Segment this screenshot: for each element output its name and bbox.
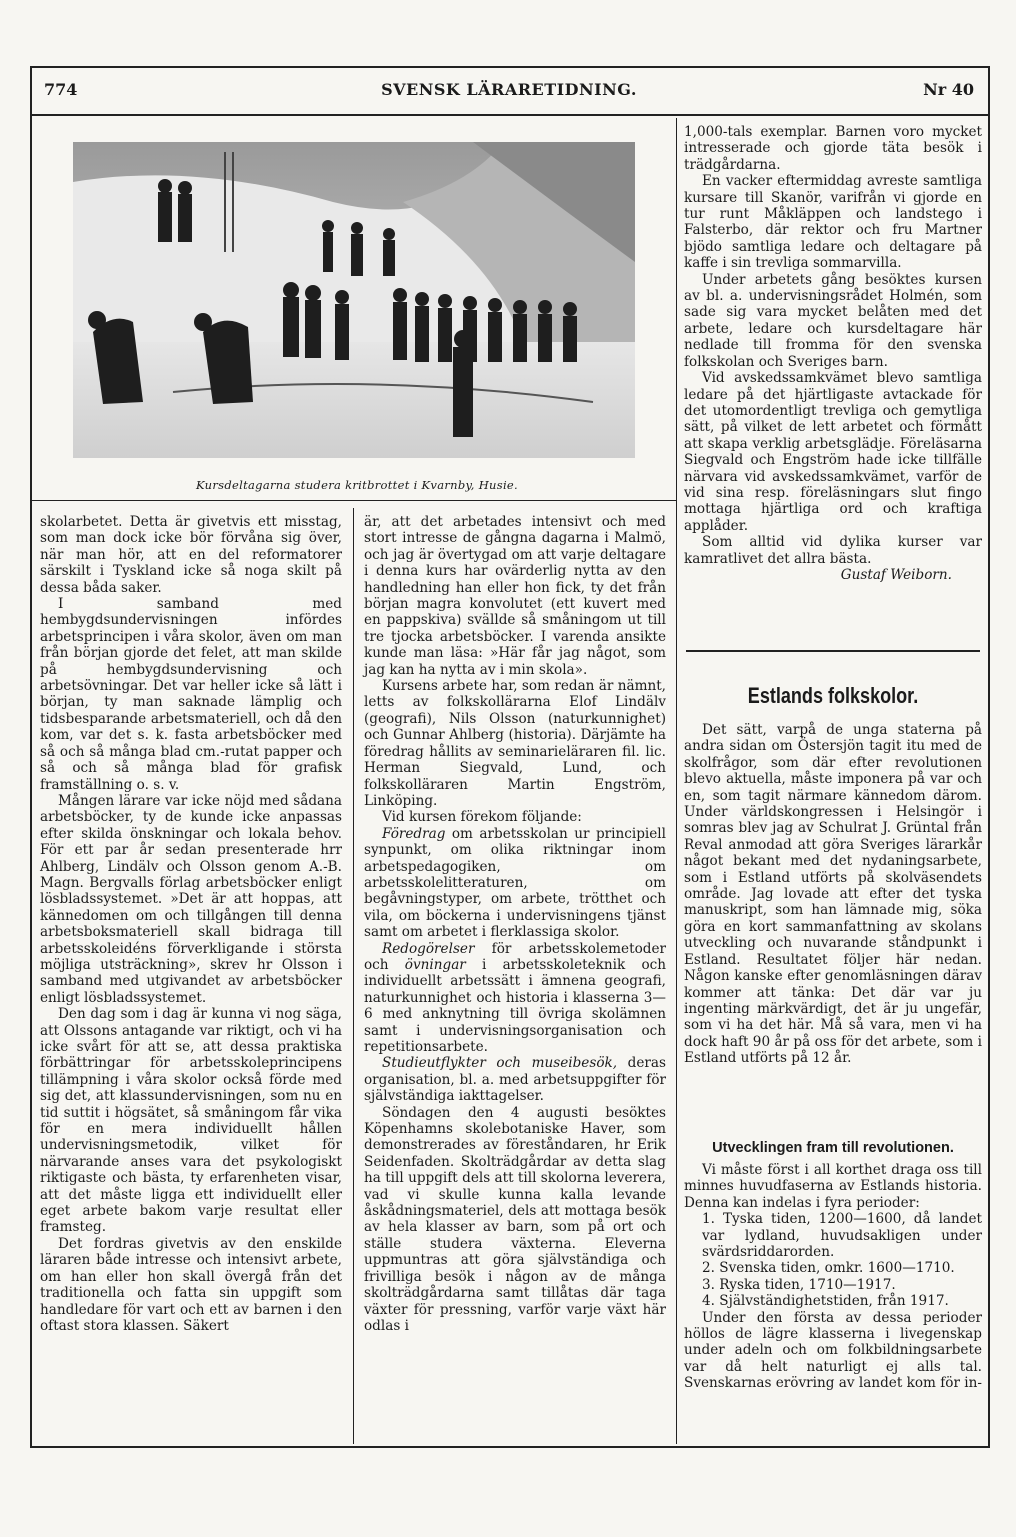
right-paragraph: En vacker eftermiddag avreste samtliga kursare till Skanör, varifrån vi gjorde en tur runt Måkläppen och landstego i Falsterbo, där rektor och fru Martner bjödo samtliga ledare och deltagare på kaffe i sin trevliga sommarvilla.: [684, 173, 982, 272]
right-column-article: [684, 722, 982, 1067]
middle-paragraph: Söndagen den 4 augusti besöktes Köpenhamns skolebotaniske Haver, som demonstrerades av föreståndaren, hr Erik Seidenfaden. Skolträdgårdar av detta slag ha till uppgift dels att till skolorna leverera, vad vi skulle kunna kalla levande åskådningsmateriel, dels att mottaga besök av hela klasser av barn, som på ort och ställe studera växterna. Eleverna uppmuntras att göra självständiga och frivilliga besök i någon av de många skolträdgårdarna samt tillåtas där taga växter för pressning, varför varje växt här odlas i: [364, 1104, 666, 1334]
middle-paragraph: är, att det arbetades intensivt och med stort intresse de gångna dagarna i Malmö, och jag är övertygad om att varje deltagare i denna kurs har ovärderlig nytta av den handledning han eller hon fick, ty det från början magra konvolutet (ett kuvert med en pappskiva) svällde så småningom ut till tre tjocka arbetsböcker. I varenda ansikte kunde man läsa: »Här får jag något, som jag kan ha nytta av i min skola».: [364, 514, 666, 678]
photo-caption: Kursdeltagarna studera kritbrottet i Kvarnby, Husie.: [196, 478, 518, 492]
period-item: 4. Självständighetstiden, från 1917.: [702, 1293, 949, 1310]
period-item: 1. Tyska tiden, 1200—1600, då landet var lydland, huvudsakligen under svärdsriddarorden.: [702, 1211, 982, 1261]
left-paragraph: skolarbetet. Detta är givetvis ett misstag, som man dock icke bör förvåna sig över, när man hör, att en del reformatorer särskilt i Tyskland icke så noga skilt på dessa båda saker.: [40, 514, 342, 596]
left-paragraph: Det fordras givetvis av den enskilde läraren både intresse och intensivt arbete, om han eller hon skall övergå från det traditionella och fatta sin uppgift som handledare för vart och ett av barnen i den oftast stora klassen. Säkert: [40, 1235, 342, 1334]
right-paragraph: Under arbetets gång besöktes kursen av bl. a. undervisningsrådet Holmén, som sade sig vara mycket belåten med det arbete, ledare och kursdeltagare här nedlade till fromma för den svenska folkskolan och Sveriges barn.: [684, 271, 982, 370]
left-paragraph: Den dag som i dag är kunna vi nog säga, att Olssons antagande var riktigt, och vi ha icke svårt för att se, att dessa praktiska förbättringar för arbetsskoleprincipens tillämpning i våra skolor också förde med sig det, att klassundervisningen, som nu en tid suttit i högsätet, så småningom får vika för en mera individuellt hållen undervisningsmetodik, vilket för närvarande anses vara det psykologiskt riktigaste och bästa, ty erfarenheten visar, att det måste ligga ett individuellt eller eget arbete bakom varje resultat eller framsteg.: [40, 1006, 342, 1236]
column-divider-right: [676, 118, 677, 1444]
period-item: 2. Svenska tiden, omkr. 1600—1710.: [702, 1260, 955, 1277]
header-rule: [30, 114, 988, 116]
photo-bottom-rule: [32, 500, 676, 501]
left-border: [30, 66, 32, 1448]
author-signature: Gustaf Weiborn.: [840, 566, 952, 583]
journal-title: SVENSK LÄRARETIDNING.: [381, 80, 637, 99]
right-paragraph: Som alltid vid dylika kurser var kamratlivet det allra bästa.: [684, 534, 982, 567]
photo-chalk-quarry: [73, 142, 635, 458]
article-paragraph: Under den första av dessa perioder höllos de lägre klasserna i livegenskap under adeln och om folkbildningsarbete var då helt naturligt ej alls tal. Svenskarnas erövring av landet kom för in-: [684, 1309, 983, 1392]
left-paragraph: I samband med hembygdsundervisningen infördes arbetsprincipen i våra skolor, även om man från början gjorde det felet, att man skilde på hembygdsundervisning och arbetsövningar. Det var heller icke så lätt i början, ty man saknade lämplig och tidsbesparande arbetsmateriell, och då den kom, var det s. k. fasta arbetsböcker med så och så många blad cm.-rutat papper och så och så många blad för grafisk framställning o. s. v.: [40, 596, 342, 793]
left-paragraph: Mången lärare var icke nöjd med sådana arbetsböcker, ty de kunde icke anpassas efter skilda önskningar och lokala behov. För ett par år sedan presenterade hrr Ahlberg, Lindälv och Olsson genom A.-B. Magn. Bergvalls förlag arbetsböcker enligt lösbladssystemet. »Det är att hoppas, att kännedomen om och tillgången till denna arbetsboksmateriell skall bidraga till arbetsskoleidéns förverkligande i största möjliga utsträckning», skrev hr Olsson i samband med utgivandet av arbetsböcker enligt lösbladssystemet.: [40, 792, 342, 1006]
article-paragraph: Det sätt, varpå de unga staterna på andra sidan om Östersjön tagit itu med de skolfrågor, som där efter revolutionen blevo aktuella, måste imponera på var och en, som tagit närmare kännedom därom. Under världskongressen i Helsingör i somras blev jag av Schulrat J. Grüntal från Reval anmodad att göra Sveriges lärarkår något bekant med det nydaningsarbete, som i Estland utförts på skolväsendets område. Jag lovade att efter det tyska manuskript, som han lämnade mig, söka göra en kort sammanfattning av skolans utveckling och nuvarande ståndpunkt i Estland. Resultatet följer här nedan. Någon kanske efter genomläsningen därav kommer att tänka: Det där var ju ingenting märkvärdigt, det är ju ungefär, som vi ha det här. Må så vara, men vi ha dock haft 90 år på oss för det arbete, som i Estland utförts på 12 år.: [684, 722, 982, 1067]
right-column-history: [684, 1162, 982, 1392]
right-column-top: [684, 124, 982, 583]
right-border: [988, 66, 990, 1448]
page-number: 774: [44, 80, 78, 99]
middle-paragraph: Kursens arbete har, som redan är nämnt, letts av folkskollärarna Elof Lindälv (geografi), Nils Olsson (naturkunnighet) och Gunnar Ahlberg (historia). Därjämte ha föredrag hållits av seminarieläraren fil. lic. Herman Siegvald, Lund, och folkskolläraren Martin Engström, Linköping.: [364, 678, 666, 809]
article-title: Estlands folkskolor.: [747, 683, 919, 708]
article-subheading: Utvecklingen fram till revolutionen.: [712, 1140, 954, 1156]
bottom-rule: [30, 1446, 988, 1448]
article-paragraph: Vi måste först i all korthet draga oss till minnes huvudfaserna av Estlands historia. Denna kan indelas i fyra perioder:: [684, 1162, 982, 1211]
label-foredrag: Föredrag: [382, 825, 446, 842]
article-separator: [686, 650, 980, 652]
middle-paragraph: Studieutflykter och museibesök, deras organisation, bl. a. med arbetsuppgifter för självständiga iakttagelser.: [364, 1055, 666, 1105]
middle-paragraph: Redogörelser för arbetsskolemetoder och övningar i arbetsskoleteknik och individuellt arbetssätt i ämnena geografi, naturkunnighet och historia i klasserna 3—6 med anknytning till övriga skolämnen samt i undervisningsorganisation och repetitionsarbete.: [364, 940, 666, 1055]
column-divider-middle: [353, 508, 354, 1444]
right-paragraph: 1,000-tals exemplar. Barnen voro mycket intresserade och gjorde täta besök i trädgårdarna.: [684, 124, 982, 173]
period-item: 3. Ryska tiden, 1710—1917.: [702, 1276, 896, 1293]
right-paragraph: Vid avskedssamkvämet blevo samtliga ledare på det hjärtligaste avtackade för det utomordentligt trevliga och gemytliga sätt, på vilket de lett arbetet och förmått att skapa verklig arbetsglädje. Föreläsarna Siegvald och Engström hade icke tillfälle närvara vid avskedssamkvämet, varför de vid sina resp. föreläsningars slut fingo mottaga hjärtliga ord och kraftiga applåder.: [684, 370, 982, 534]
middle-column: [364, 514, 666, 1334]
left-column: [40, 514, 342, 1334]
label-ovningar: övningar: [404, 956, 466, 973]
label-redogorelser: Redogörelser: [382, 940, 475, 957]
page-header: [30, 70, 988, 110]
label-studieutflykter: Studieutflykter och museibesök,: [382, 1055, 618, 1072]
middle-paragraph: Vid kursen förekom följande:: [382, 809, 582, 826]
photo-illustration: [73, 142, 635, 458]
top-rule: [30, 66, 988, 68]
middle-paragraph: Föredrag om arbetsskolan ur principiell synpunkt, om olika riktningar inom arbetspedagogiken, om arbetsskolelitteraturen, om begåvningstyper, om arbete, trötthet och vila, om böckerna i undervisningens tjänst samt om arbetet i flerklassiga skolor.: [364, 825, 666, 941]
issue-number: Nr 40: [923, 80, 974, 99]
